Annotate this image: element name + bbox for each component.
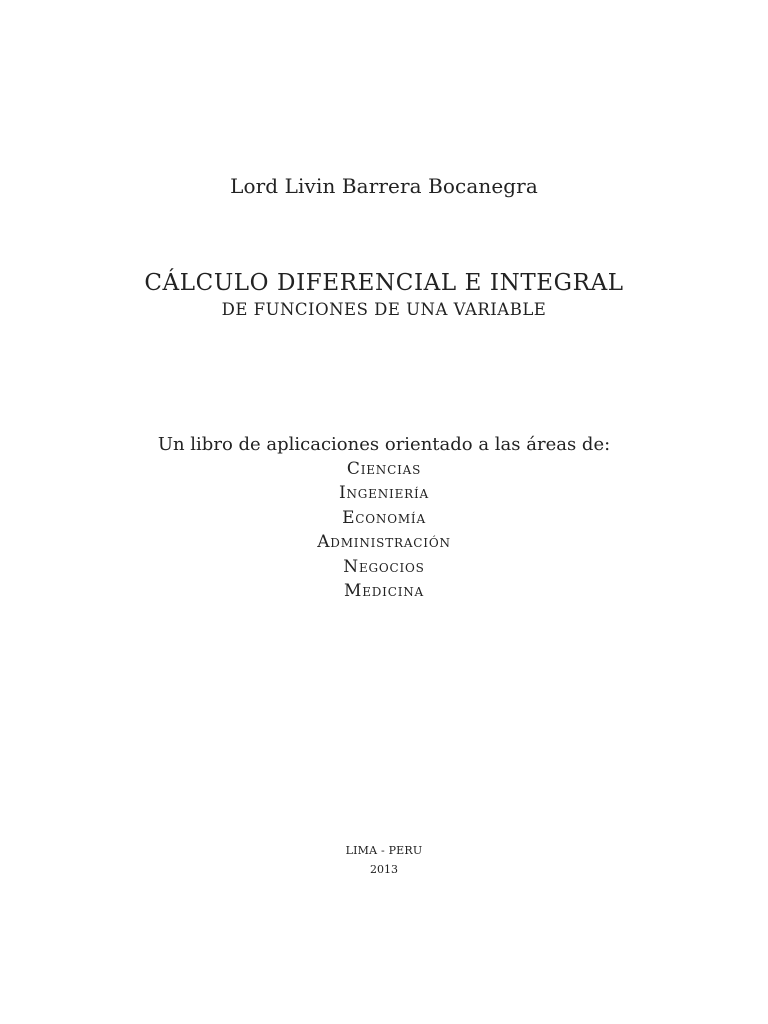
area-item-economia: Economía: [342, 507, 426, 528]
book-subtitle: DE FUNCIONES DE UNA VARIABLE: [221, 300, 547, 319]
areas-list: [0, 457, 768, 603]
area-item-ingenieria: Ingeniería: [338, 483, 429, 504]
area-item-ciencias: Ciencias: [346, 459, 422, 479]
intro-text: Un libro de aplicaciones orientado a las áreas de:: [157, 434, 611, 455]
publication-place: LIMA - PERU: [345, 844, 423, 857]
author-name: Lord Livin Barrera Bocanegra: [230, 174, 538, 198]
area-item-negocios: Negocios: [343, 556, 425, 577]
area-item-administracion: Administración: [317, 532, 451, 553]
publication-year: 2013: [370, 863, 398, 876]
book-title: CÁLCULO DIFERENCIAL E INTEGRAL: [144, 270, 624, 296]
area-item-medicina: Medicina: [343, 581, 424, 602]
